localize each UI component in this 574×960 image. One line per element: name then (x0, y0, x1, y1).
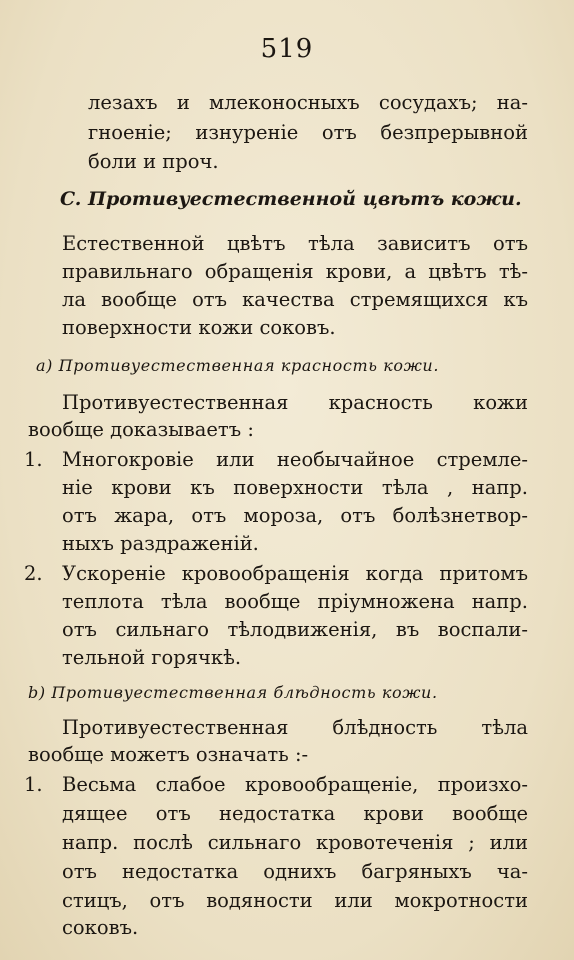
list-item-line: тельной горячкѣ. (62, 646, 242, 669)
list-item-line: стицъ, отъ водяности или мокротности (62, 889, 528, 912)
paragraph-line: правильнаго обращенія крови, а цвѣтъ тѣ- (62, 260, 528, 283)
paragraph-line: Естественной цвѣтъ тѣла зависитъ отъ (62, 232, 528, 255)
list-item-line: соковъ. (62, 916, 139, 939)
list-item-line: Многокровіе или необычайное стремле- (62, 448, 528, 471)
list-number: 1. (24, 448, 43, 471)
list-number: 2. (24, 562, 43, 585)
text-line: боли и проч. (88, 150, 219, 173)
list-item-line: отъ жара, отъ мороза, отъ болѣзнетвор- (62, 504, 528, 527)
list-item-line: напр. послѣ сильнаго кровотеченія ; или (62, 831, 528, 854)
paragraph-line: вообще можетъ означать :- (28, 743, 309, 766)
list-item-line: ніе крови къ поверхности тѣла , напр. (62, 476, 528, 499)
paragraph-line: ла вообще отъ качества стремящихся къ (62, 288, 528, 311)
list-item-line: дящее отъ недостатка крови вообще (62, 802, 528, 825)
list-item-line: Весьма слабое кровообращеніе, произхо- (62, 773, 528, 796)
paragraph-line: поверхности кожи соковъ. (62, 316, 336, 339)
list-item-line: Ускореніе кровообращенія когда притомъ (62, 562, 528, 585)
list-number: 1. (24, 773, 43, 796)
text-line: лезахъ и млеконосныхъ сосудахъ; на- (88, 91, 528, 114)
page-number: 519 (260, 34, 314, 64)
list-item-line: отъ недостатка однихъ багряныхъ ча- (62, 860, 528, 883)
paragraph-line: Противуестественная красность кожи (62, 391, 528, 414)
section-b-heading: b) Противуестественная блѣдность кожи. (28, 683, 438, 702)
list-item-line: ныхъ раздраженій. (62, 532, 259, 555)
section-c-heading: C. Противуестественной цвѣтъ кожи. (60, 188, 522, 210)
text-line: гноеніе; изнуреніе отъ безпрерывной (88, 121, 528, 144)
paragraph-line: вообще доказываетъ : (28, 418, 254, 441)
list-item-line: отъ сильнаго тѣлодвиженія, въ воспали- (62, 618, 528, 641)
section-a-heading: a) Противуестественная красность кожи. (36, 356, 440, 375)
list-item-line: теплота тѣла вообще пріумножена напр. (62, 590, 528, 613)
paragraph-line: Противуестественная блѣдность тѣла (62, 716, 528, 739)
